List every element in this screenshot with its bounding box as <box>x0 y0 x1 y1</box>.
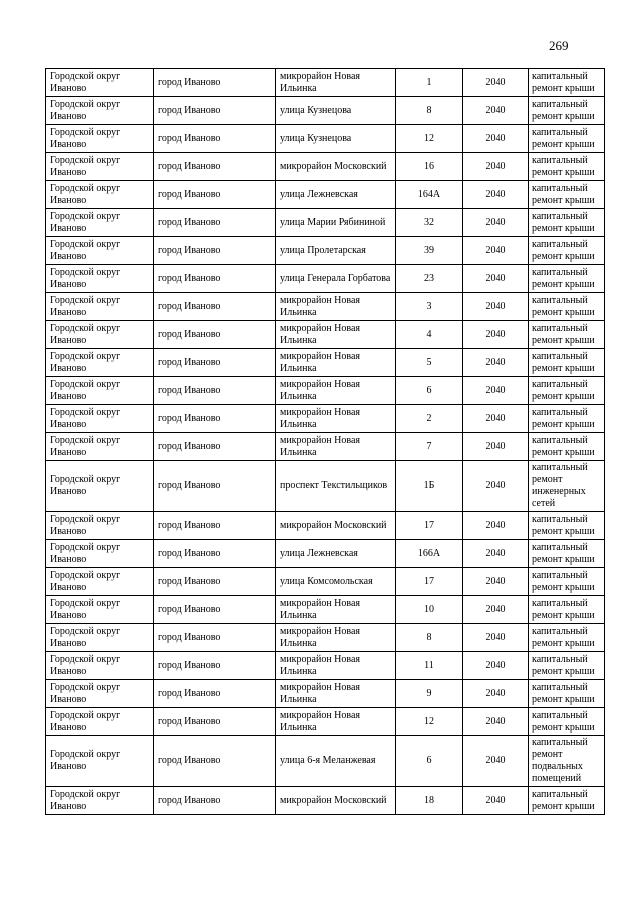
street-cell: улица Кузнецова <box>276 97 396 125</box>
work-type-cell: капитальный ремонт крыши <box>529 293 605 321</box>
house-number-cell: 1Б <box>396 461 463 512</box>
district-cell: Городской округ Иваново <box>46 153 154 181</box>
year-cell: 2040 <box>463 680 529 708</box>
house-number-cell: 12 <box>396 125 463 153</box>
city-cell: город Иваново <box>154 433 276 461</box>
city-cell: город Иваново <box>154 461 276 512</box>
year-cell: 2040 <box>463 349 529 377</box>
district-cell: Городской округ Иваново <box>46 512 154 540</box>
city-cell: город Иваново <box>154 377 276 405</box>
year-cell: 2040 <box>463 209 529 237</box>
work-type-cell: капитальный ремонт крыши <box>529 377 605 405</box>
street-cell: микрорайон Новая Ильинка <box>276 377 396 405</box>
table-row <box>46 265 605 293</box>
work-type-cell: капитальный ремонт крыши <box>529 153 605 181</box>
year-cell: 2040 <box>463 293 529 321</box>
city-cell: город Иваново <box>154 237 276 265</box>
house-number-cell: 4 <box>396 321 463 349</box>
work-type-cell: капитальный ремонт крыши <box>529 69 605 97</box>
table-row <box>46 321 605 349</box>
work-type-cell: капитальный ремонт крыши <box>529 433 605 461</box>
city-cell: город Иваново <box>154 97 276 125</box>
district-cell: Городской округ Иваново <box>46 97 154 125</box>
table-row <box>46 125 605 153</box>
district-cell: Городской округ Иваново <box>46 349 154 377</box>
table-row <box>46 237 605 265</box>
work-type-cell: капитальный ремонт крыши <box>529 787 605 815</box>
year-cell: 2040 <box>463 433 529 461</box>
table-row <box>46 181 605 209</box>
house-number-cell: 18 <box>396 787 463 815</box>
work-type-cell: капитальный ремонт крыши <box>529 596 605 624</box>
street-cell: улица Кузнецова <box>276 125 396 153</box>
house-number-cell: 1 <box>396 69 463 97</box>
work-type-cell: капитальный ремонт инженерных сетей <box>529 461 605 512</box>
district-cell: Городской округ Иваново <box>46 461 154 512</box>
year-cell: 2040 <box>463 69 529 97</box>
house-number-cell: 6 <box>396 377 463 405</box>
street-cell: улица Лежневская <box>276 181 396 209</box>
district-cell: Городской округ Иваново <box>46 405 154 433</box>
city-cell: город Иваново <box>154 708 276 736</box>
street-cell: улица Комсомольская <box>276 568 396 596</box>
city-cell: город Иваново <box>154 349 276 377</box>
district-cell: Городской округ Иваново <box>46 624 154 652</box>
district-cell: Городской округ Иваново <box>46 321 154 349</box>
city-cell: город Иваново <box>154 181 276 209</box>
city-cell: город Иваново <box>154 568 276 596</box>
street-cell: микрорайон Новая Ильинка <box>276 596 396 624</box>
year-cell: 2040 <box>463 596 529 624</box>
year-cell: 2040 <box>463 540 529 568</box>
district-cell: Городской округ Иваново <box>46 540 154 568</box>
house-number-cell: 164А <box>396 181 463 209</box>
table-row <box>46 787 605 815</box>
city-cell: город Иваново <box>154 321 276 349</box>
table-row <box>46 736 605 787</box>
street-cell: микрорайон Новая Ильинка <box>276 652 396 680</box>
work-type-cell: капитальный ремонт крыши <box>529 512 605 540</box>
district-cell: Городской округ Иваново <box>46 680 154 708</box>
house-number-cell: 12 <box>396 708 463 736</box>
year-cell: 2040 <box>463 405 529 433</box>
house-number-cell: 17 <box>396 568 463 596</box>
work-type-cell: капитальный ремонт крыши <box>529 540 605 568</box>
district-cell: Городской округ Иваново <box>46 377 154 405</box>
house-number-cell: 39 <box>396 237 463 265</box>
year-cell: 2040 <box>463 708 529 736</box>
city-cell: город Иваново <box>154 69 276 97</box>
city-cell: город Иваново <box>154 736 276 787</box>
house-number-cell: 17 <box>396 512 463 540</box>
work-type-cell: капитальный ремонт крыши <box>529 349 605 377</box>
work-type-cell: капитальный ремонт крыши <box>529 265 605 293</box>
table-row <box>46 708 605 736</box>
district-cell: Городской округ Иваново <box>46 652 154 680</box>
house-number-cell: 7 <box>396 433 463 461</box>
house-number-cell: 6 <box>396 736 463 787</box>
house-number-cell: 9 <box>396 680 463 708</box>
work-type-cell: капитальный ремонт крыши <box>529 568 605 596</box>
work-type-cell: капитальный ремонт крыши <box>529 624 605 652</box>
work-type-cell: капитальный ремонт крыши <box>529 321 605 349</box>
house-number-cell: 32 <box>396 209 463 237</box>
table-row <box>46 349 605 377</box>
district-cell: Городской округ Иваново <box>46 265 154 293</box>
street-cell: микрорайон Новая Ильинка <box>276 708 396 736</box>
house-number-cell: 8 <box>396 97 463 125</box>
year-cell: 2040 <box>463 237 529 265</box>
year-cell: 2040 <box>463 97 529 125</box>
street-cell: микрорайон Новая Ильинка <box>276 405 396 433</box>
street-cell: микрорайон Московский <box>276 787 396 815</box>
table-row <box>46 153 605 181</box>
work-type-cell: капитальный ремонт подвальных помещений <box>529 736 605 787</box>
district-cell: Городской округ Иваново <box>46 568 154 596</box>
city-cell: город Иваново <box>154 153 276 181</box>
table-row <box>46 433 605 461</box>
street-cell: микрорайон Новая Ильинка <box>276 321 396 349</box>
district-cell: Городской округ Иваново <box>46 787 154 815</box>
city-cell: город Иваново <box>154 624 276 652</box>
table-row <box>46 69 605 97</box>
table-row <box>46 209 605 237</box>
table-row <box>46 97 605 125</box>
table-row <box>46 461 605 512</box>
page-number: 269 <box>549 38 569 53</box>
city-cell: город Иваново <box>154 125 276 153</box>
street-cell: улица Пролетарская <box>276 237 396 265</box>
district-cell: Городской округ Иваново <box>46 736 154 787</box>
work-type-cell: капитальный ремонт крыши <box>529 97 605 125</box>
work-type-cell: капитальный ремонт крыши <box>529 209 605 237</box>
table-row <box>46 377 605 405</box>
table-row <box>46 680 605 708</box>
district-cell: Городской округ Иваново <box>46 293 154 321</box>
year-cell: 2040 <box>463 512 529 540</box>
district-cell: Городской округ Иваново <box>46 237 154 265</box>
city-cell: город Иваново <box>154 680 276 708</box>
district-cell: Городской округ Иваново <box>46 181 154 209</box>
year-cell: 2040 <box>463 568 529 596</box>
table-row <box>46 596 605 624</box>
house-number-cell: 23 <box>396 265 463 293</box>
table-row <box>46 512 605 540</box>
table-row <box>46 624 605 652</box>
work-type-cell: капитальный ремонт крыши <box>529 181 605 209</box>
year-cell: 2040 <box>463 624 529 652</box>
year-cell: 2040 <box>463 736 529 787</box>
house-number-cell: 166А <box>396 540 463 568</box>
year-cell: 2040 <box>463 377 529 405</box>
street-cell: микрорайон Московский <box>276 153 396 181</box>
work-type-cell: капитальный ремонт крыши <box>529 708 605 736</box>
street-cell: микрорайон Новая Ильинка <box>276 680 396 708</box>
city-cell: город Иваново <box>154 540 276 568</box>
work-type-cell: капитальный ремонт крыши <box>529 125 605 153</box>
year-cell: 2040 <box>463 125 529 153</box>
district-cell: Городской округ Иваново <box>46 596 154 624</box>
house-number-cell: 5 <box>396 349 463 377</box>
house-number-cell: 3 <box>396 293 463 321</box>
city-cell: город Иваново <box>154 209 276 237</box>
table-row <box>46 652 605 680</box>
district-cell: Городской округ Иваново <box>46 209 154 237</box>
street-cell: микрорайон Новая Ильинка <box>276 349 396 377</box>
year-cell: 2040 <box>463 321 529 349</box>
year-cell: 2040 <box>463 461 529 512</box>
house-number-cell: 2 <box>396 405 463 433</box>
street-cell: микрорайон Московский <box>276 512 396 540</box>
city-cell: город Иваново <box>154 652 276 680</box>
district-cell: Городской округ Иваново <box>46 125 154 153</box>
district-cell: Городской округ Иваново <box>46 708 154 736</box>
street-cell: улица 6-я Меланжевая <box>276 736 396 787</box>
city-cell: город Иваново <box>154 405 276 433</box>
year-cell: 2040 <box>463 787 529 815</box>
house-number-cell: 8 <box>396 624 463 652</box>
street-cell: улица Генерала Горбатова <box>276 265 396 293</box>
table-body <box>46 69 605 815</box>
city-cell: город Иваново <box>154 787 276 815</box>
table-row <box>46 293 605 321</box>
street-cell: микрорайон Новая Ильинка <box>276 69 396 97</box>
district-cell: Городской округ Иваново <box>46 433 154 461</box>
street-cell: улица Марии Рябининой <box>276 209 396 237</box>
table-row <box>46 405 605 433</box>
work-type-cell: капитальный ремонт крыши <box>529 652 605 680</box>
year-cell: 2040 <box>463 153 529 181</box>
house-number-cell: 16 <box>396 153 463 181</box>
work-type-cell: капитальный ремонт крыши <box>529 237 605 265</box>
street-cell: проспект Текстильщиков <box>276 461 396 512</box>
city-cell: город Иваново <box>154 596 276 624</box>
work-type-cell: капитальный ремонт крыши <box>529 680 605 708</box>
table-row <box>46 568 605 596</box>
street-cell: улица Лежневская <box>276 540 396 568</box>
city-cell: город Иваново <box>154 265 276 293</box>
work-type-cell: капитальный ремонт крыши <box>529 405 605 433</box>
table-row <box>46 540 605 568</box>
house-number-cell: 10 <box>396 596 463 624</box>
house-number-cell: 11 <box>396 652 463 680</box>
year-cell: 2040 <box>463 265 529 293</box>
district-cell: Городской округ Иваново <box>46 69 154 97</box>
repair-schedule-table <box>45 68 605 815</box>
year-cell: 2040 <box>463 181 529 209</box>
city-cell: город Иваново <box>154 512 276 540</box>
year-cell: 2040 <box>463 652 529 680</box>
street-cell: микрорайон Новая Ильинка <box>276 293 396 321</box>
street-cell: микрорайон Новая Ильинка <box>276 433 396 461</box>
street-cell: микрорайон Новая Ильинка <box>276 624 396 652</box>
city-cell: город Иваново <box>154 293 276 321</box>
